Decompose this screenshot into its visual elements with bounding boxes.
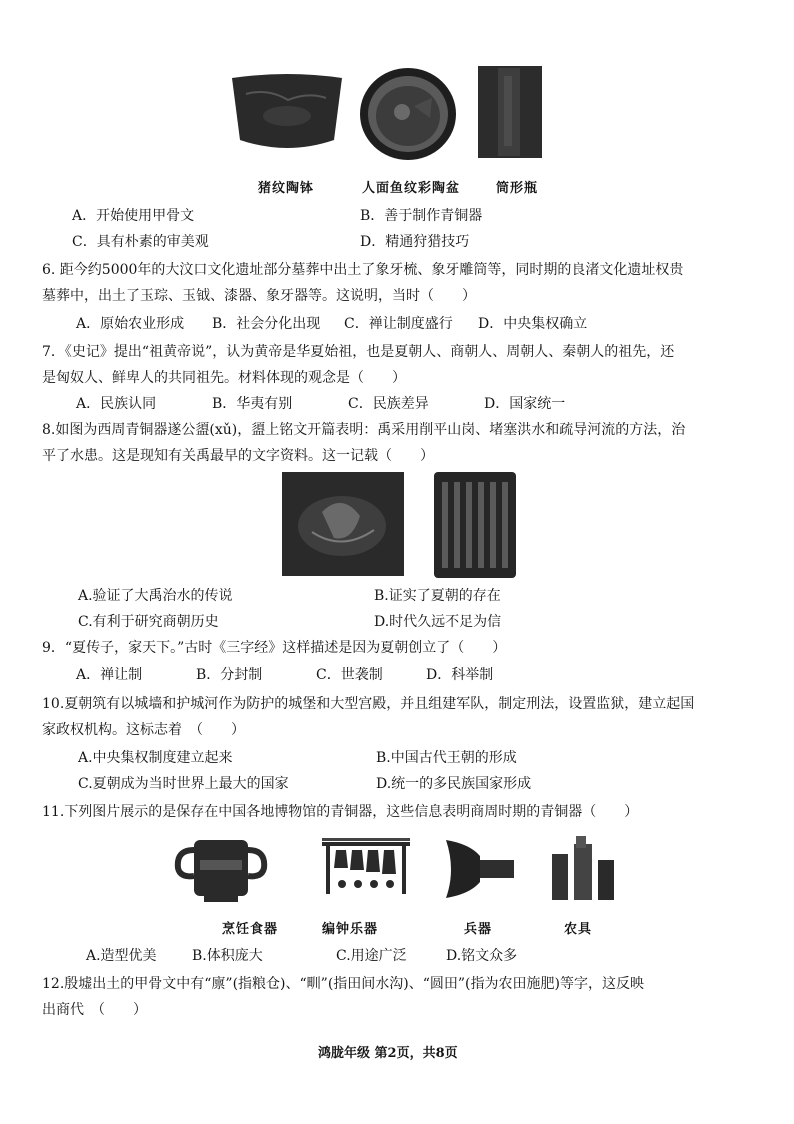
q10-stem-line1: 10.夏朝筑有以城墙和护城河作为防护的城堡和大型宫殿，并且组建军队，制定刑法，设置监狱，建立起国 [42,696,695,712]
figure1-caption-2: 人面鱼纹彩陶盆 [362,181,461,196]
q10-option-a: A.中央集权制度建立起来 [78,750,233,766]
q5-option-c: C．具有朴素的审美观 [72,234,209,250]
q10-stem-line2: 家政权机构。这标志着 （ ） [42,722,245,738]
bianzhong-bells-image [318,836,414,896]
q11-option-c: C.用途广泛 [336,948,407,964]
q7-option-c: C．民族差异 [348,396,429,412]
q9-option-a: A．禅让制 [76,667,143,683]
q6-stem-line1: 6. 距今约5000年的大汶口文化遗址部分墓葬中出土了象牙梳、象牙雕筒等，同时期的良渚文化遗址权贵 [42,262,684,278]
farming-tools-image [548,834,624,904]
inscription-rubbing-image [434,472,516,578]
q9-option-d: D．科举制 [426,667,494,683]
q10-option-c: C.夏朝成为当时世界上最大的国家 [78,776,289,792]
q8-option-a: A.验证了大禹治水的传说 [78,588,233,604]
q7-stem-line2: 是匈奴人、鲜卑人的共同祖先。材料体现的观念是（ ） [42,370,406,386]
q11-option-d: D.铭文众多 [446,948,518,964]
pig-pattern-bowl-image [228,70,346,156]
q6-option-d: D．中央集权确立 [478,316,588,332]
q5-option-b: B．善于制作青铜器 [360,208,483,224]
q8-stem-line2: 平了水患。这是现知有关禹最早的文字资料。这一记载（ ） [42,448,434,464]
q6-stem-line2: 墓葬中，出土了玉琮、玉钺、漆器、象牙器等。这说明，当时（ ） [42,288,476,304]
q11-option-b: B.体积庞大 [192,948,263,964]
q10-option-d: D.统一的多民族国家形成 [376,776,532,792]
q8-option-c: C.有利于研究商朝历史 [78,614,219,630]
q5-option-a: A．开始使用甲骨文 [72,208,195,224]
q9-stem-line1: 9．“夏传子，家天下。”古时《三字经》这样描述是因为夏朝创立了（ ） [42,640,507,656]
q7-stem-line1: 7．《史记》提出“祖黄帝说”，认为黄帝是华夏始祖，也是夏朝人、商朝人、周朝人、秦朝人的祖先，还 [42,344,675,360]
q6-option-a: A．原始农业形成 [76,316,185,332]
q9-option-c: C．世袭制 [316,667,383,683]
q11-caption-2: 编钟乐器 [322,922,379,937]
q11-caption-1: 烹饪食器 [222,922,279,937]
q7-option-a: A．民族认同 [76,396,157,412]
page-footer: 鸿胧年级 第2页，共8页 [318,1046,458,1061]
q8-option-b: B.证实了夏朝的存在 [374,588,501,604]
q5-option-d: D．精通狩猎技巧 [360,234,470,250]
q6-option-c: C．禅让制度盛行 [344,316,453,332]
weapon-axe-image [440,834,516,904]
q12-stem-line2: 出商代 （ ） [42,1002,147,1018]
q6-option-b: B．社会分化出现 [212,316,321,332]
suigong-xu-vessel-image [282,472,404,576]
q8-stem-line1: 8.如图为西周青铜器遂公盨(xǔ)，盨上铭文开篇表明：禹采用削平山岗、堵塞洪水和疏导河流的方法，治 [42,422,686,438]
human-face-fish-basin-image [358,66,458,162]
q7-option-b: B．华夷有别 [212,396,293,412]
q9-option-b: B．分封制 [196,667,263,683]
cylindrical-vase-image [478,66,542,158]
q11-stem-line1: 11.下列图片展示的是保存在中国各地博物馆的青铜器，这些信息表明商周时期的青铜器（ ） [42,804,639,820]
figure1-caption-1: 猪纹陶钵 [258,181,315,196]
figure1-caption-3: 筒形瓶 [496,181,539,196]
q11-option-a: A.造型优美 [86,948,157,964]
q8-option-d: D.时代久远不足为信 [374,614,502,630]
q10-option-b: B.中国古代王朝的形成 [376,750,517,766]
cooking-vessel-image [174,834,268,904]
q12-stem-line1: 12.殷墟出土的甲骨文中有“廪”(指粮仓)、“甽”(指田间水沟)、“圆田”(指为农田施肥)等字，这反映 [42,976,644,992]
q11-caption-4: 农具 [564,922,593,937]
q11-caption-3: 兵器 [464,922,493,937]
q7-option-d: D．国家统一 [484,396,566,412]
